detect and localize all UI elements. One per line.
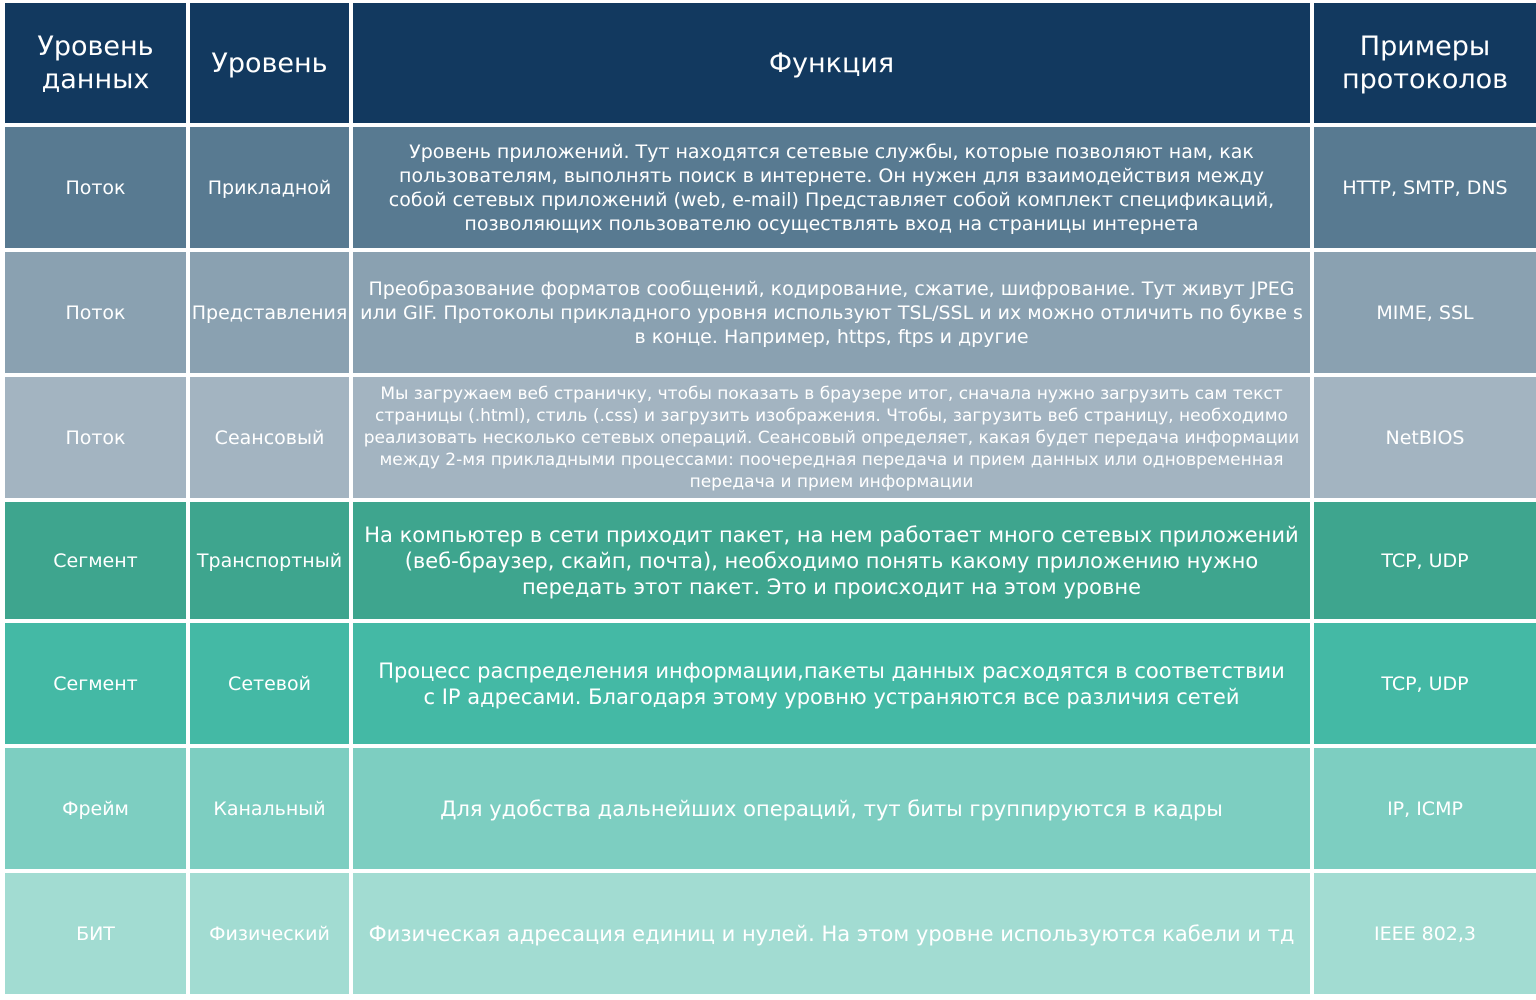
header-protocols: Примеры протоколов [1314, 3, 1536, 123]
row-2-function: Преобразование форматов сообщений, кодирование, сжатие, шифрование. Тут живут JPEG или GIF. Протоколы прикладного уровня используют TSL/SSL и их можно отличить по букве s в конце. Например, https, ftps и другие [353, 252, 1310, 373]
row-6-data-unit: Фрейм [5, 748, 186, 869]
row-6-protocols: IP, ICMP [1314, 748, 1536, 869]
row-7-protocols: IEEE 802,3 [1314, 873, 1536, 994]
row-1-data-unit: Поток [5, 127, 186, 248]
row-5-layer: Сетевой [190, 623, 349, 744]
row-3-data-unit: Поток [5, 377, 186, 498]
row-6-layer: Канальный [190, 748, 349, 869]
row-2-protocols: MIME, SSL [1314, 252, 1536, 373]
osi-model-table [5, 3, 1536, 994]
row-5-protocols: TCP, UDP [1314, 623, 1536, 744]
row-3-protocols: NetBIOS [1314, 377, 1536, 498]
header-data-unit: Уровень данных [5, 3, 186, 123]
row-2-data-unit: Поток [5, 252, 186, 373]
row-4-function: На компьютер в сети приходит пакет, на нем работает много сетевых приложений (веб-браузер, скайп, почта), необходимо понять какому приложению нужно передать этот пакет. Это и происходит на этом уровне [353, 502, 1310, 619]
row-1-protocols: HTTP, SMTP, DNS [1314, 127, 1536, 248]
row-5-function: Процесс распределения информации,пакеты данных расходятся в соответствии с IP адресами. Благодаря этому уровню устраняются все различия сетей [353, 623, 1310, 744]
row-4-protocols: TCP, UDP [1314, 502, 1536, 619]
header-function: Функция [353, 3, 1310, 123]
header-layer: Уровень [190, 3, 349, 123]
row-6-function: Для удобства дальнейших операций, тут биты группируются в кадры [353, 748, 1310, 869]
row-7-function: Физическая адресация единиц и нулей. На этом уровне используются кабели и тд [353, 873, 1310, 994]
row-4-layer: Транспортный [190, 502, 349, 619]
row-7-data-unit: БИТ [5, 873, 186, 994]
row-7-layer: Физический [190, 873, 349, 994]
row-1-layer: Прикладной [190, 127, 349, 248]
row-5-data-unit: Сегмент [5, 623, 186, 744]
row-2-layer: Представления [190, 252, 349, 373]
row-3-function: Мы загружаем веб страничку, чтобы показать в браузере итог, сначала нужно загрузить сам текст страницы (.html), стиль (.css) и загрузить изображения. Чтобы, загрузить веб страницу, необходимо реализовать несколько сетевых операций. Сеансовый определяет, какая будет передача информации между 2-мя прикладными процессами: поочередная передача и прием данных или одновременная передача и прием информации [353, 377, 1310, 498]
row-1-function: Уровень приложений. Тут находятся сетевые службы, которые позволяют нам, как пользователям, выполнять поиск в интернете. Он нужен для взаимодействия между собой сетевых приложений (web, e-mail) Представляет собой комплект спецификаций, позволяющих пользователю осуществлять вход на страницы интернета [353, 127, 1310, 248]
row-4-data-unit: Сегмент [5, 502, 186, 619]
row-3-layer: Сеансовый [190, 377, 349, 498]
